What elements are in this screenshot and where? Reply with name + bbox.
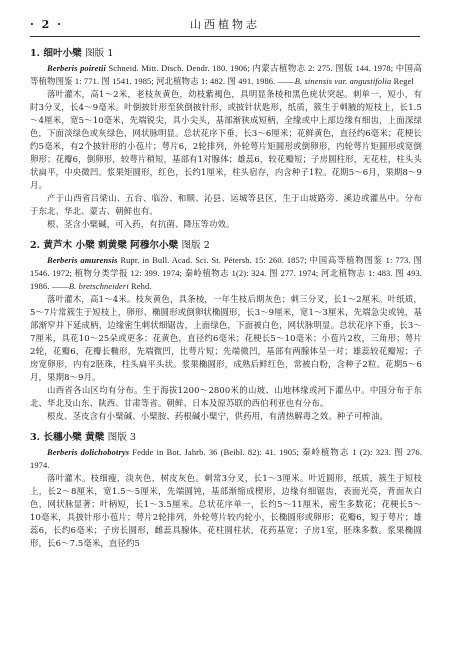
- species-reference: Berberis amurensis Rupr. in Bull. Acad. Sci. St. Pétersb. 15: 260. 1857; 中国高等植物图鉴 1: 773. 图 1546. 1972; 植物分类学报 12: 399. 1974; 秦岭植物志 1(2): 324. 图 277. 1974; 河北植物志 1: 483. 图 493. 1986. ——B. bretschneideri Rehd.: [30, 256, 422, 291]
- species-distribution: 山西省各山区均有分布。生于海拔1200～2800米的山坡、山地林缘或河下灌丛中。中国分布于东北、华北及山东、陕西、甘肃等省。朝鲜、日本及原苏联的西伯利亚也有分布。: [30, 385, 422, 408]
- species-uses: 根皮、茎皮含有小檗碱、小檗胺、药根碱小檗宁，供药用，有清热解毒之效。种子可榨油。: [47, 411, 388, 421]
- synonym-name: B. bretschneideri: [68, 282, 129, 291]
- page-body: [30, 44, 422, 550]
- species-reference: Berberis dolichobotrys Fedde in Bot. Jahrb. 36 (Beibl. 82): 41. 1905; 秦岭植物志 1 (2): 323. 图 276. 1974.: [30, 448, 422, 470]
- species-heading: 3. 长穗小檗 黄檗 图版 3: [30, 432, 136, 443]
- synonym-name: B. sinensis var. angustifolia: [294, 77, 392, 86]
- scientific-name: Berberis dolichobotrys: [47, 448, 130, 457]
- species-reference: Berberis poiretii Schneid. Mitt. Dtsch. Dendr. 180. 1906; 内蒙古植物志 2: 275. 图版 144. 1978; 中国高等植物图鉴 1: 771. 图 1541. 1985; 河北植物志 1: 482. 图 491. 1986. ——B. sinensis var. angustifolia Regel: [30, 64, 422, 86]
- book-title: 山西植物志: [190, 18, 260, 31]
- species-description: 落叶灌木。枝细瘦，淡灰色，树皮灰色。刺常3分叉，长1～3厘米。叶近圆形，纸质，簇生于短枝上，长2～8厘米，宽1.5～5厘米，先端圆钝，基部渐缩成楔形，边缘有细锯齿，表面光亮，背面灰白色，网状脉显著；叶柄短，长1～3.5厘米。总状花序单一，长约5～11厘米，密生多数花；花梗长5～10毫米，具披针形小苞片；萼片2轮排列，外轮萼片较内轮小，长椭圆形或卵形；花瓣6，短于萼片；雄蕊6，长约6毫米；子房长圆形，雌蕊具腺体。花柱圆柱状，花药基宽；子房1室，胚珠多数。浆果椭圆形，长6～7.5毫米，直径约5: [30, 473, 422, 548]
- species-uses: 根、茎含小檗碱，可入药，有抗菌、降压等功效。: [47, 219, 235, 229]
- species-description: 落叶灌木，高1～4米。枝灰黄色，具条棱，一年生枝后期灰色；刺三分叉，长1～2厘米。叶纸质，5～7片常簇生于短枝上，卵形、椭圆形或倒卵状椭圆形，长3～9厘米，宽1～3厘米，先端急尖或钝，基部渐窄并下延成柄，边缘密生刺状细锯齿，上面绿色，下面被白色，网状脉明显。总状花序下垂，长3～7厘米，具花10～25朵或更多；花黄色，直径约6毫米；花梗长5～10毫米；小苞片2枚，三角形；萼片2轮，花瓣6，花瓣长椭形，先端微凹，比萼片短；先端微凹，基部有两腺体呈一对；雄蕊较花瓣短；子房宽卵形，内有2胚珠，柱头扁平头状。浆果椭圆形，成熟后鲜红色，常被白粉，含种子2粒。花期5～6月，果期8～9月。: [30, 294, 422, 382]
- species-heading: 1. 细叶小檗 图版 1: [30, 48, 114, 59]
- scientific-name: Berberis poiretii: [47, 64, 106, 73]
- species-description: 落叶灌木，高1～2米，老枝灰黄色，幼枝紫褐色，具明显条棱和黑色疣状突起。刺单一，短小，有时3分叉，长4～9毫米。叶倒披针形至狭倒披针形，或披针状匙形，纸质，簇生于刺腋的短枝上，长1.5～4厘米，宽5～10毫米，先端锐尖，具小尖头，基部渐狭成短柄，全缘或中上部边缘有细齿，上面深绿色，下面淡绿色或灰绿色，网状脉明显。总状花序下垂，长3～6厘米；花鲜黄色，直径约6毫米；花梗长约5毫米，有2个披针形的小苞片；萼片6，2轮排列，外轮萼片矩圆形或倒卵形，内轮萼片矩圆形或宽倒卵形；花瓣6，倒卵形，较萼片稍短，基部有1对腺体；雄蕊6，较花瓣短；子房圆柱形，无花柱，柱头头状扁平，中央微凹。浆果矩圆形，红色，长约1厘米，柱头宿存，内含种子1粒。花期5～6月，果期8～9月。: [30, 89, 422, 190]
- page-header: [30, 14, 420, 37]
- species-distribution: 产于山西省吕梁山、五台、临汾、和顺、沁县、运城等县区，生于山坡路旁、溪边或灌丛中。分布于东北、华北、蒙古、朝鲜也有。: [30, 193, 422, 216]
- scientific-name: Berberis amurensis: [47, 256, 118, 265]
- page-number: · 2 ·: [30, 18, 63, 31]
- species-heading: 2. 黄芦木 小檗 刺黄檗 阿穆尔小檗 图版 2: [30, 240, 210, 251]
